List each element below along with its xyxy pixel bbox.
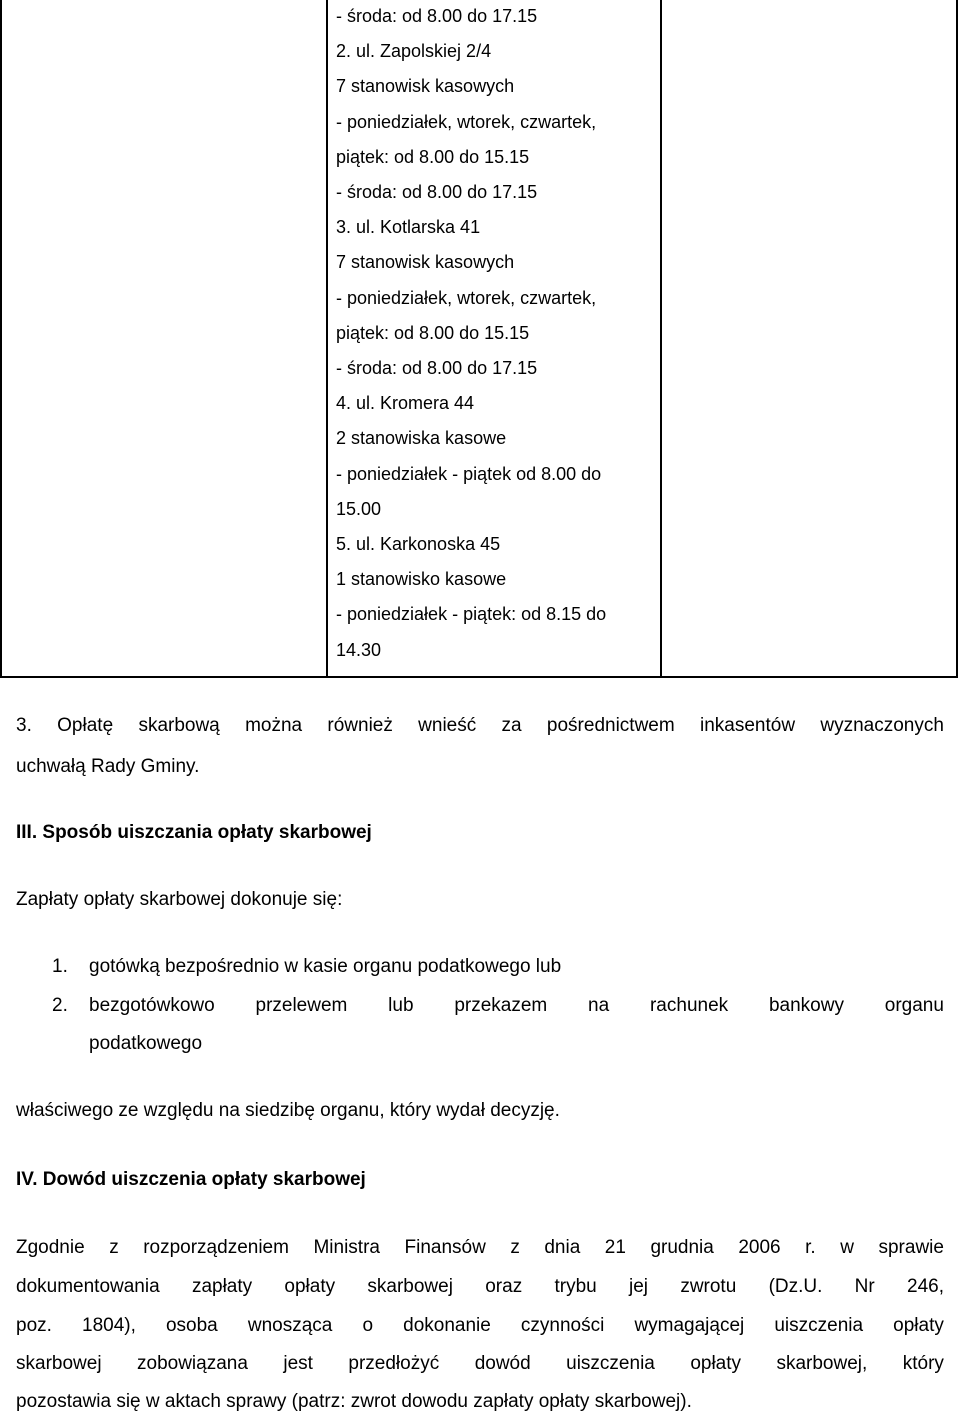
word: wymagającej xyxy=(634,1315,745,1336)
word: organu xyxy=(884,995,944,1016)
section-iv-line-3 xyxy=(16,1315,944,1337)
word: pośrednictwem xyxy=(546,715,675,736)
word: opłaty xyxy=(284,1276,336,1297)
para-3-line-2: uchwałą Rady Gminy. xyxy=(16,756,200,777)
section-iv-line-2 xyxy=(16,1276,944,1298)
word: jest xyxy=(283,1353,313,1374)
table-cell-line: piątek: od 8.00 do 15.15 xyxy=(336,322,530,343)
table-cell-line: 4. ul. Kromera 44 xyxy=(336,393,475,414)
word: z xyxy=(109,1237,119,1258)
word: dnia xyxy=(544,1237,581,1258)
table-border-bottom xyxy=(0,676,958,678)
word: na xyxy=(588,995,610,1016)
word: skarbową xyxy=(138,715,220,736)
table-cell-line: 14.30 xyxy=(336,639,382,660)
word: opłaty xyxy=(690,1353,742,1374)
word: również xyxy=(327,715,393,736)
word: dowód xyxy=(474,1353,531,1374)
word: jej xyxy=(629,1276,649,1297)
word: Opłatę xyxy=(57,715,114,736)
word: lub xyxy=(388,995,414,1016)
word: uiszczenia xyxy=(566,1353,655,1374)
word: trybu xyxy=(554,1276,597,1297)
table-cell-line: 3. ul. Kotlarska 41 xyxy=(336,217,481,238)
word: przelewem xyxy=(255,995,348,1016)
word: 246, xyxy=(907,1276,944,1297)
word: skarbowej xyxy=(16,1353,102,1374)
word: bankowy xyxy=(768,995,844,1016)
word: skarbowej xyxy=(367,1276,453,1297)
para-3-line-1 xyxy=(16,715,944,737)
word: rozporządzeniem xyxy=(143,1237,289,1258)
word: za xyxy=(501,715,522,736)
word: z xyxy=(510,1237,520,1258)
word: rachunek xyxy=(649,995,729,1016)
item-1-text: gotówką bezpośrednio w kasie organu podatkowego lub xyxy=(89,956,562,977)
word: Finansów xyxy=(404,1237,486,1258)
item-2-line-2: podatkowego xyxy=(89,1033,203,1054)
section-iv-line-4 xyxy=(16,1353,944,1375)
table-cell-line: 1 stanowisko kasowe xyxy=(336,569,507,590)
word: przedłożyć xyxy=(348,1353,440,1374)
item-2-line-1 xyxy=(89,995,944,1017)
table-border-right xyxy=(956,0,958,678)
word: Ministra xyxy=(313,1237,380,1258)
item-2-number: 2. xyxy=(52,995,68,1016)
table-cell-line: 5. ul. Karkonoska 45 xyxy=(336,534,501,554)
word: (Dz.U. xyxy=(768,1276,823,1297)
word: oraz xyxy=(485,1276,523,1297)
section-iv-heading: IV. Dowód uiszczenia opłaty skarbowej xyxy=(16,1169,366,1190)
word: o xyxy=(362,1315,374,1336)
section-iii-intro: Zapłaty opłaty skarbowej dokonuje się: xyxy=(16,889,343,910)
word: bezgotówkowo xyxy=(89,995,215,1016)
word: wyznaczonych xyxy=(820,715,944,736)
word: grudnia xyxy=(650,1237,714,1258)
word: dokonanie xyxy=(403,1315,491,1336)
word: dokumentowania xyxy=(16,1276,160,1297)
word: zwrotu xyxy=(680,1276,737,1297)
table-border-inner-right xyxy=(660,0,662,678)
table-cell-line: 7 stanowisk kasowych xyxy=(336,76,515,97)
section-iii-heading: III. Sposób uiszczania opłaty skarbowej xyxy=(16,822,372,843)
word: uiszczenia xyxy=(774,1315,864,1336)
table-cell-line: - środa: od 8.00 do 17.15 xyxy=(336,182,538,202)
word: wnieść xyxy=(418,715,477,736)
word: Zgodnie xyxy=(16,1237,85,1258)
table-cell-line: 7 stanowisk kasowych xyxy=(336,252,515,273)
word: który xyxy=(902,1353,944,1374)
table-cell-line: - poniedziałek - piątek od 8.00 do xyxy=(336,463,602,484)
word: 2006 xyxy=(738,1237,781,1258)
table-cell-line: 2 stanowiska kasowe xyxy=(336,428,507,449)
table-border-inner-left xyxy=(326,0,328,678)
word: skarbowej, xyxy=(776,1353,868,1374)
word: poz. xyxy=(16,1315,52,1336)
table-border-left xyxy=(0,0,2,678)
word: 21 xyxy=(604,1237,626,1258)
word: w xyxy=(840,1237,854,1258)
item-1-number: 1. xyxy=(52,956,68,977)
word: opłaty xyxy=(893,1315,944,1336)
table-cell-line: piątek: od 8.00 do 15.15 xyxy=(336,146,530,167)
word: przekazem xyxy=(454,995,548,1016)
table-cell-line: - poniedziałek, wtorek, czwartek, xyxy=(336,111,597,132)
word: sprawie xyxy=(878,1237,944,1258)
word: Nr xyxy=(854,1276,875,1297)
table-cell-line: - poniedziałek, wtorek, czwartek, xyxy=(336,287,597,308)
word: osoba xyxy=(165,1315,218,1336)
word: można xyxy=(245,715,303,736)
section-iv-line-1 xyxy=(16,1237,944,1259)
table-cell-line: - poniedziałek - piątek: od 8.15 do xyxy=(336,604,607,625)
word: 1804), xyxy=(82,1315,136,1336)
word: zapłaty xyxy=(191,1276,253,1297)
word: zobowiązana xyxy=(137,1353,248,1374)
word: 3. xyxy=(16,715,32,736)
schedule-table xyxy=(0,0,958,678)
table-cell-line: 2. ul. Zapolskiej 2/4 xyxy=(336,41,492,62)
word: wnosząca xyxy=(247,1315,333,1336)
section-iii-closing: właściwego ze względu na siedzibę organu, który wydał decyzję. xyxy=(16,1100,560,1121)
word: inkasentów xyxy=(700,715,796,736)
word: czynności xyxy=(520,1315,605,1336)
section-iv-line-5: pozostawia się w aktach sprawy (patrz: zwrot dowodu zapłaty opłaty skarbowej). xyxy=(16,1391,692,1412)
table-cell-line: 15.00 xyxy=(336,498,382,519)
table-cell-line: - środa: od 8.00 do 17.15 xyxy=(336,6,538,26)
word: r. xyxy=(805,1237,816,1258)
table-cell-line: - środa: od 8.00 do 17.15 xyxy=(336,358,538,378)
